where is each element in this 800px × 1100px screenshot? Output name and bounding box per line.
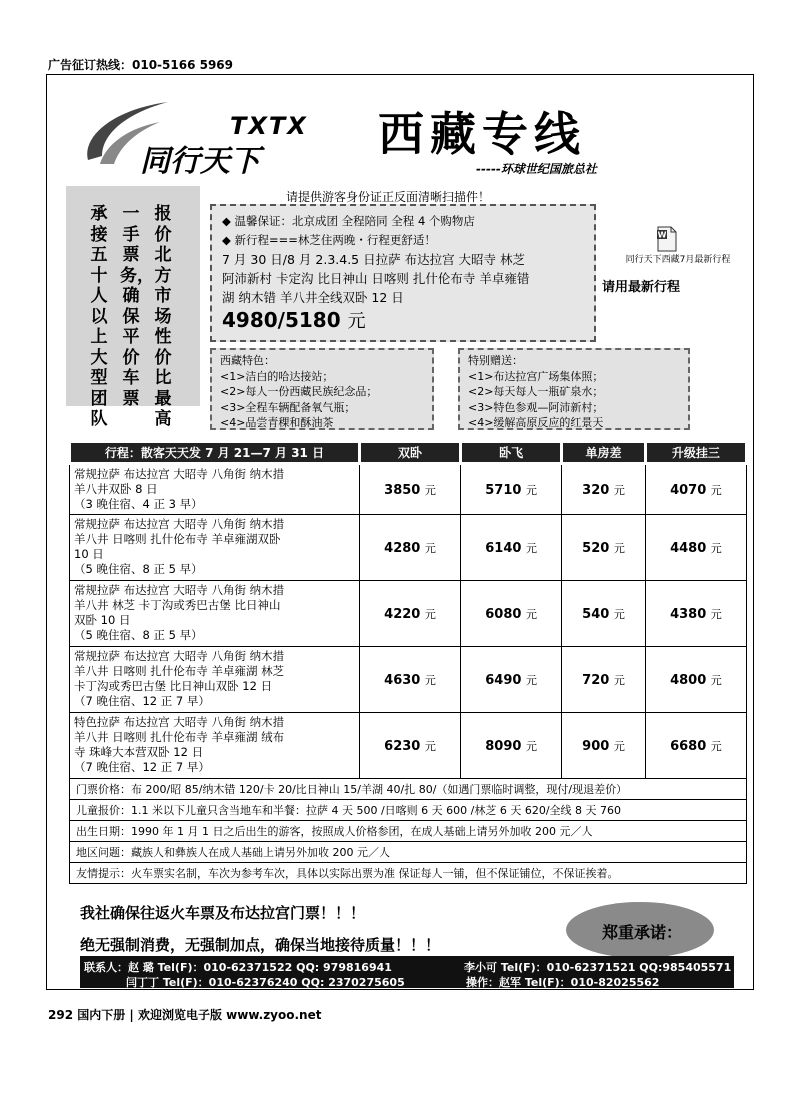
- price-cell: 520 元: [562, 515, 646, 581]
- logo-latin-text: TXTX: [230, 112, 308, 140]
- header-upgrade: 升级挂三: [645, 442, 746, 464]
- gift-item: <4>缓解高原反应的红景天: [468, 416, 604, 429]
- id-notice: 请提供游客身份证正反面清晰扫描件！: [286, 190, 491, 204]
- word-document-icon[interactable]: [656, 226, 678, 252]
- price-cell: 4800 元: [645, 647, 746, 713]
- price-table: [68, 440, 748, 884]
- offer-line: ◆ 温馨保证：北京成团 全程陪同 全程 4 个购物店: [222, 214, 475, 228]
- ticket-guarantee-slogan: 我社确保往返火车票及布达拉宫门票！！！: [80, 904, 366, 922]
- contact-line: 联系人：赵 璐 Tel(F)：010-62371522 QQ: 979816941: [84, 961, 392, 974]
- price-cell: 4220 元: [360, 581, 461, 647]
- contact-line: 操作：赵军 Tel(F)：010-82025562: [466, 976, 660, 989]
- promo-column-2: 一手票务，确保平价车票: [120, 204, 154, 409]
- friendly-tip-note: 友情提示：火车票实名制，车次为参考车次，具体以实际出票为准 保证每人一铺，但不保证铺位，不保证挨着。: [70, 863, 747, 884]
- header-double-sleeper: 双卧: [360, 442, 461, 464]
- special-gifts-box: [458, 348, 690, 430]
- logo-chinese-text: 同行天下: [140, 144, 260, 179]
- note-row: [70, 800, 747, 821]
- header-itinerary: 行程：散客天天发 7 月 21—7 月 31 日: [70, 442, 360, 464]
- promise-label: 郑重承诺：: [602, 923, 683, 942]
- tibet-features-box: [210, 348, 434, 430]
- page-footer: 292 国内下册 | 欢迎浏览电子版 www.zyoo.net: [48, 1008, 322, 1022]
- route-cell: 常规拉萨 布达拉宫 大昭寺 八角街 纳木措 羊八井 日喀则 扎什伦布寺 羊卓雍湖 林芝 卡丁沟或秀巴古堡 比日神山双卧 12 日 （7 晚住宿、12 正 7 早）: [70, 647, 360, 713]
- price-cell: 4070 元: [645, 464, 746, 515]
- features-title: 西藏特色：: [220, 354, 275, 367]
- feature-item: <1>洁白的哈达接站；: [220, 369, 334, 383]
- child-price-note: 儿童报价：1.1 米以下儿童只含当地车和半餐：拉萨 4 天 500 /日喀则 6 天 600 /林芝 6 天 620/全线 8 天 760: [70, 800, 747, 821]
- header-single-room: 单房差: [562, 442, 646, 464]
- price-cell: 8090 元: [461, 713, 562, 779]
- price-cell: 6680 元: [645, 713, 746, 779]
- table-header-row: [70, 442, 747, 464]
- price-cell: 6140 元: [461, 515, 562, 581]
- svg-text:W: W: [657, 230, 667, 240]
- gift-item: <2>每天每人一瓶矿泉水；: [468, 385, 604, 398]
- note-row: [70, 821, 747, 842]
- feature-item: <3>全程车辆配备氧气瓶；: [220, 400, 356, 414]
- region-note: 地区问题：藏族人和彝族人在成人基础上请另外加收 200 元／人: [70, 842, 747, 863]
- birth-date-note: 出生日期：1990 年 1 月 1 日之后出生的游客，按照成人价格参团，在成人基础上请另外加收 200 元／人: [70, 821, 747, 842]
- promo-column-3: 报价北方市场性价比最高: [154, 204, 172, 429]
- note-row: [70, 863, 747, 884]
- gift-item: <1>布达拉宫广场集体照；: [468, 369, 604, 383]
- vertical-promo-panel: [66, 186, 200, 429]
- contact-bar: [80, 956, 734, 988]
- document-note: 请用最新行程: [602, 280, 681, 295]
- price-cell: 6230 元: [360, 713, 461, 779]
- gift-item: <3>特色参观—阿沛新村；: [468, 400, 604, 414]
- contact-line: 李小可 Tel(F)：010-62371521 QQ:985405571: [464, 961, 732, 974]
- route-cell: 常规拉萨 布达拉宫 大昭寺 八角街 纳木措 羊八井 林芝 卡丁沟或秀巴古堡 比日神山 双卧 10 日 （5 晚住宿、8 正 5 早）: [70, 581, 360, 647]
- price-cell: 900 元: [562, 713, 646, 779]
- route-cell: 常规拉萨 布达拉宫 大昭寺 八角街 纳木措 羊八井双卧 8 日 （3 晚住宿、4 正 3 早）: [70, 464, 360, 515]
- offer-line: 湖 纳木错 羊八井全线双卧 12 日: [222, 290, 404, 305]
- feature-item: <2>每人一份西藏民族纪念品；: [220, 385, 378, 398]
- offer-line: 7 月 30 日/8 月 2.3.4.5 日拉萨 布达拉宫 大昭寺 林芝: [222, 252, 526, 267]
- header-sleeper-flight: 卧飞: [461, 442, 562, 464]
- quality-guarantee-slogan: 绝无强制消费，无强制加点，确保当地接待质量！！！: [80, 936, 441, 954]
- offer-box: [210, 204, 596, 342]
- price-cell: 320 元: [562, 464, 646, 515]
- price-cell: 6080 元: [461, 581, 562, 647]
- price-cell: 540 元: [562, 581, 646, 647]
- note-row: [70, 779, 747, 800]
- banner-title: 西藏专线: [378, 107, 586, 161]
- contact-line: 闫丁丁 Tel(F)：010-62376240 QQ: 2370275605: [126, 976, 405, 989]
- ad-hotline: 广告征订热线：010-5166 5969: [48, 58, 234, 72]
- price-cell: 720 元: [562, 647, 646, 713]
- feature-item: <4>品尝青稞和酥油茶: [220, 416, 334, 429]
- table-row: [70, 581, 747, 647]
- route-cell: 常规拉萨 布达拉宫 大昭寺 八角街 纳木措 羊八井 日喀则 扎什伦布寺 羊卓雍湖双卧 10 日 （5 晚住宿、8 正 5 早）: [70, 515, 360, 581]
- price-cell: 4280 元: [360, 515, 461, 581]
- table-row: [70, 647, 747, 713]
- price-cell: 4630 元: [360, 647, 461, 713]
- ticket-price-note: 门票价格：布 200/昭 85/纳木错 120/卡 20/比日神山 15/羊湖 40/扎 80/（如遇门票临时调整，现付/现退差价）: [70, 779, 747, 800]
- price-cell: 3850 元: [360, 464, 461, 515]
- price-cell: 5710 元: [461, 464, 562, 515]
- banner-subtitle: -----环球世纪国旅总社: [476, 162, 597, 176]
- price-cell: 4480 元: [645, 515, 746, 581]
- offer-line: 阿沛新村 卡定沟 比日神山 日喀则 扎什伦布寺 羊卓雍错: [222, 271, 530, 286]
- price-cell: 6490 元: [461, 647, 562, 713]
- promo-column-1: 承接五十人以上大型团队: [90, 204, 108, 429]
- gifts-title: 特别赠送：: [468, 354, 523, 367]
- document-caption[interactable]: 同行天下西藏7月最新行程: [625, 255, 731, 265]
- route-cell: 特色拉萨 布达拉宫 大昭寺 八角街 纳木措 羊八井 日喀则 扎什伦布寺 羊卓雍湖 绒布 寺 珠峰大本营双卧 12 日 （7 晚住宿、12 正 7 早）: [70, 713, 360, 779]
- note-row: [70, 842, 747, 863]
- price-cell: 4380 元: [645, 581, 746, 647]
- table-row: [70, 515, 747, 581]
- table-row: [70, 713, 747, 779]
- offer-price: 4980/5180 元: [222, 308, 366, 332]
- table-row: [70, 464, 747, 515]
- offer-line: ◆ 新行程===林芝住两晚・行程更舒适！: [222, 233, 436, 247]
